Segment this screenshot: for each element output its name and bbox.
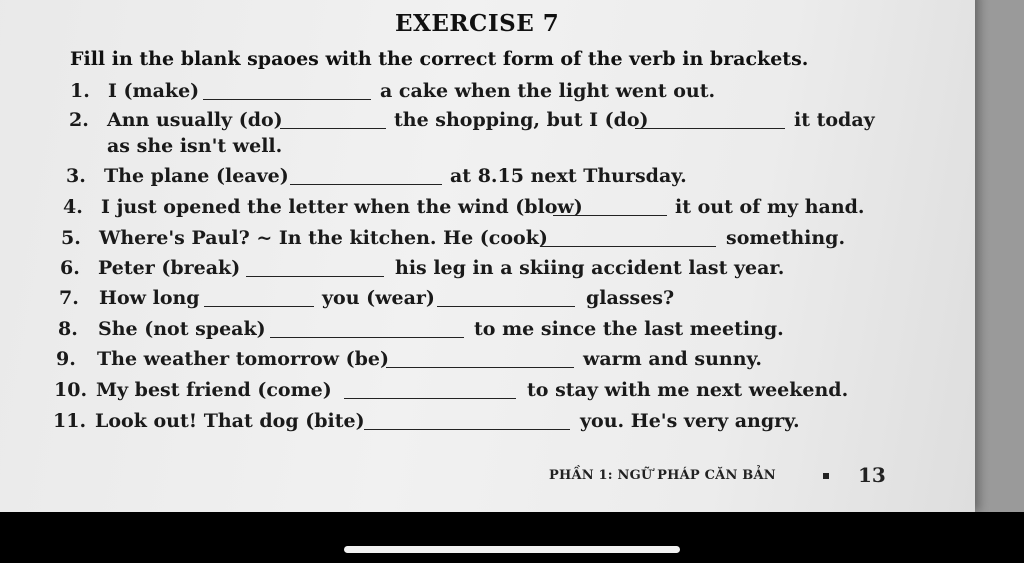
- answer-blank: [203, 98, 371, 100]
- item-text: Peter (break): [98, 257, 241, 279]
- answer-blank: [540, 245, 716, 247]
- exercise-title: EXERCISE 7: [395, 10, 560, 37]
- answer-blank: [553, 214, 667, 216]
- item-text: you (wear): [322, 287, 435, 309]
- item-text: a cake when the light went out.: [380, 80, 716, 102]
- item-text: My best friend (come): [96, 379, 332, 401]
- item-text: it today: [794, 109, 875, 131]
- item-number: 8.: [58, 318, 78, 340]
- item-text: I (make): [108, 80, 200, 102]
- item-number: 2.: [69, 109, 89, 131]
- item-text: his leg in a skiing accident last year.: [395, 257, 785, 279]
- instruction-text: Fill in the blank spaoes with the correct form of the verb in brackets.: [70, 48, 809, 70]
- item-text: She (not speak): [98, 318, 266, 340]
- item-text: warm and sunny.: [583, 348, 763, 370]
- item-text: Ann usually (do): [107, 109, 283, 131]
- item-text: to me since the last meeting.: [474, 318, 784, 340]
- answer-blank: [204, 305, 314, 307]
- item-text: something.: [726, 227, 846, 249]
- answer-blank: [270, 336, 464, 338]
- item-text: How long: [99, 287, 200, 309]
- page-number: 13: [858, 463, 886, 487]
- item-number: 7.: [59, 287, 79, 309]
- item-text: I just opened the letter when the wind (blow): [101, 196, 583, 218]
- item-text: Look out! That dog (bite): [95, 410, 365, 432]
- item-text: glasses?: [586, 287, 675, 309]
- answer-blank: [280, 127, 386, 129]
- footer-bullet-icon: [823, 473, 829, 479]
- item-number: 3.: [66, 165, 86, 187]
- exercise-item-2-continuation: as she isn't well.: [107, 135, 283, 157]
- item-number: 4.: [63, 196, 83, 218]
- answer-blank: [364, 428, 570, 430]
- home-indicator-bar[interactable]: [344, 546, 680, 553]
- answer-blank: [386, 366, 574, 368]
- item-text: to stay with me next weekend.: [527, 379, 849, 401]
- item-number: 11.: [53, 410, 87, 432]
- item-number: 9.: [56, 348, 76, 370]
- item-number: 5.: [61, 227, 81, 249]
- item-number: 10.: [54, 379, 88, 401]
- answer-blank: [246, 275, 384, 277]
- footer-section-label: PHẦN 1: NGỮ PHÁP CĂN BẢN: [549, 468, 776, 483]
- item-number: 6.: [60, 257, 80, 279]
- item-text: it out of my hand.: [675, 196, 865, 218]
- answer-blank: [437, 305, 575, 307]
- answer-blank: [290, 183, 442, 185]
- answer-blank: [635, 127, 785, 129]
- item-text: The weather tomorrow (be): [97, 348, 389, 370]
- item-text: you. He's very angry.: [580, 410, 800, 432]
- item-number: 1.: [70, 80, 90, 102]
- item-text: Where's Paul? ~ In the kitchen. He (cook): [99, 227, 548, 249]
- item-text: at 8.15 next Thursday.: [450, 165, 687, 187]
- item-text: The plane (leave): [104, 165, 289, 187]
- item-text: the shopping, but I (do): [394, 109, 649, 131]
- answer-blank: [344, 397, 516, 399]
